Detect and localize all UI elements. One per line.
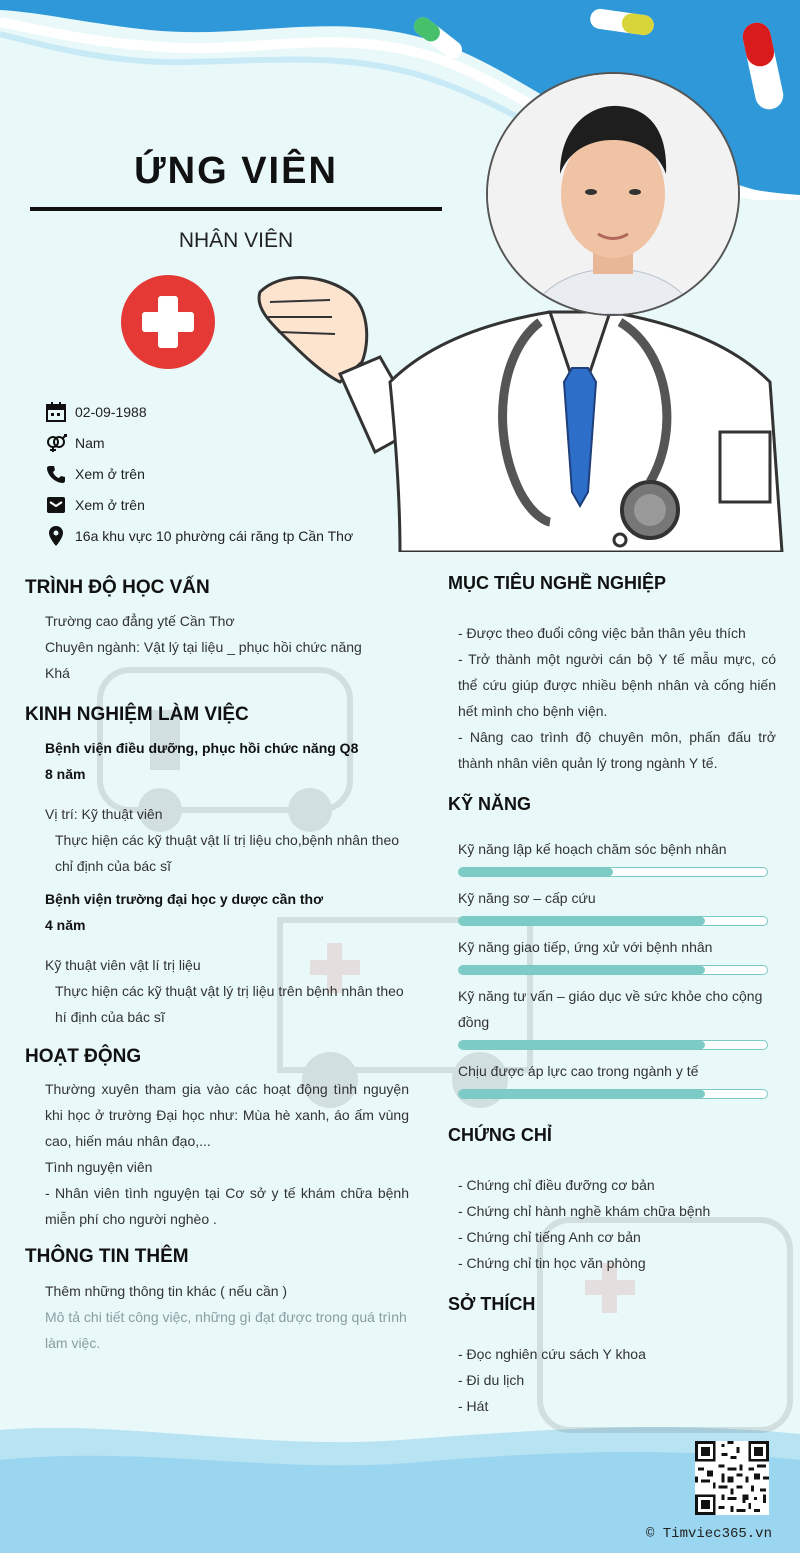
gender-icon: [45, 432, 67, 454]
certificate-item: - Chứng chỉ điều đưỡng cơ bản: [458, 1177, 655, 1193]
skill-bar-fill: [459, 1090, 705, 1098]
qr-code[interactable]: [695, 1441, 769, 1515]
job-company: Bệnh viện trường đại học y dược cần thơ: [45, 891, 324, 907]
job-company: Bệnh viện điều dưỡng, phục hồi chức năng Q8: [45, 740, 359, 756]
skill-bar: [458, 867, 768, 877]
contact-address: [45, 524, 445, 548]
skill-bar-fill: [459, 1041, 705, 1049]
more-info-section: [45, 1278, 409, 1356]
objective-heading: MỤC TIÊU NGHỀ NGHIỆP: [448, 573, 667, 593]
hobbies-heading: SỞ THÍCH: [448, 1294, 536, 1314]
skill-label: Kỹ năng lập kế hoạch chăm sóc bệnh nhân: [458, 841, 727, 857]
medical-cross-icon: [120, 274, 216, 370]
email-icon: [45, 494, 67, 516]
skill-bar: [458, 916, 768, 926]
activities-line: Tình nguyện viên: [45, 1159, 153, 1175]
job-description: Thực hiện các kỹ thuật vật lý trị liệu trên bệnh nhân theo hí định của bác sĩ: [55, 983, 404, 1025]
avatar: [488, 74, 738, 314]
skill-bar: [458, 1089, 768, 1099]
more-info-heading: THÔNG TIN THÊM: [25, 1246, 189, 1267]
contact-birthday: [45, 400, 445, 424]
skill-label: Kỹ năng giao tiếp, ứng xử với bệnh nhân: [458, 939, 713, 955]
page-title: ỨNG VIÊN: [134, 150, 338, 192]
education-heading: TRÌNH ĐỘ HỌC VẤN: [25, 577, 210, 598]
education-section: [45, 608, 415, 686]
skill-item: [458, 983, 768, 1050]
certificate-item: - Chứng chỉ tiếng Anh cơ bản: [458, 1229, 641, 1245]
job-title: NHÂN VIÊN: [178, 229, 294, 252]
profile-photo: [486, 72, 740, 316]
hobbies-list: [458, 1341, 776, 1419]
objective-line: - Trở thành một người cán bộ Y tế mẫu mực, có thể cứu giúp được nhiều bệnh nhân và cống hiến hết mình cho bệnh viện.: [458, 651, 776, 719]
objective-line: - Được theo đuổi công việc bản thân yêu thích: [458, 625, 746, 641]
contact-gender: [45, 431, 445, 455]
hobby-item: - Đọc nghiên cứu sách Y khoa: [458, 1346, 646, 1362]
activities-section: [45, 1076, 409, 1232]
job-duration: 4 năm: [45, 917, 86, 933]
skill-bar-fill: [459, 868, 613, 876]
activities-line: - Nhân viên tình nguyện tại Cơ sở y tế khám chữa bệnh miễn phí cho người nghèo .: [45, 1185, 409, 1227]
hobby-item: - Đi du lịch: [458, 1372, 525, 1388]
skill-item: [458, 836, 768, 877]
phone-value: Xem ở trên: [75, 466, 145, 482]
location-icon: [45, 525, 67, 547]
skill-item: [458, 1058, 768, 1099]
certificate-item: - Chứng chỉ tin học văn phòng: [458, 1255, 646, 1271]
contact-email: [45, 493, 445, 517]
job-position: Vị trí: Kỹ thuật viên: [45, 806, 163, 822]
gender-value: Nam: [75, 435, 105, 451]
skill-label: Kỹ năng tư vấn – giáo dục về sức khỏe cho cộng đồng: [458, 988, 763, 1030]
activities-line: Thường xuyên tham gia vào các hoạt động tình nguyện khi học ở trường Đại học như: Mùa hè xanh, áo ấm vùng cao, hiến máu nhân đạo,...: [45, 1081, 409, 1149]
job-position: Kỹ thuật viên vật lí trị liệu: [45, 957, 201, 973]
more-info-placeholder: Mô tả chi tiết công việc, những gì đạt được trong quá trình làm việc.: [45, 1309, 407, 1351]
skill-label: Kỹ năng sơ – cấp cứu: [458, 890, 596, 906]
education-grade: Khá: [45, 665, 70, 681]
skill-label: Chịu được áp lực cao trong ngành y tế: [458, 1063, 699, 1079]
skill-bar: [458, 965, 768, 975]
title-underline: [30, 207, 442, 211]
job-description: Thực hiện các kỹ thuật vật lí trị liệu cho,bệnh nhân theo chỉ định của bác sĩ: [55, 832, 400, 874]
job-duration: 8 năm: [45, 766, 86, 782]
certificates-heading: CHỨNG CHỈ: [448, 1125, 552, 1145]
certificate-item: - Chứng chỉ hành nghề khám chữa bệnh: [458, 1203, 711, 1219]
birthday-value: 02-09-1988: [75, 404, 147, 420]
skill-item: [458, 885, 768, 926]
skill-bar-fill: [459, 917, 705, 925]
education-school: Trường cao đẳng ytế Cần Thơ: [45, 613, 235, 629]
experience-job-2: [45, 886, 409, 1030]
experience-job-1: [45, 735, 409, 879]
objective-section: [458, 620, 776, 776]
email-value: Xem ở trên: [75, 497, 145, 513]
address-value: 16a khu vực 10 phường cái răng tp Cần Thơ: [75, 528, 354, 544]
activities-heading: HOẠT ĐỘNG: [25, 1046, 142, 1067]
phone-icon: [45, 463, 67, 485]
calendar-icon: [45, 401, 67, 423]
skills-heading: KỸ NĂNG: [448, 794, 532, 814]
skill-item: [458, 934, 768, 975]
education-major: Chuyên ngành: Vật lý tại liệu _ phục hồi chức năng: [45, 639, 362, 655]
contact-phone: [45, 462, 445, 486]
more-info-line: Thêm những thông tin khác ( nếu cần ): [45, 1283, 288, 1299]
hobby-item: - Hát: [458, 1398, 489, 1414]
experience-heading: KINH NGHIỆM LÀM VIỆC: [25, 704, 249, 725]
skill-bar-fill: [459, 966, 705, 974]
objective-line: - Nâng cao trình độ chuyên môn, phấn đấu trở thành nhân viên quản lý trong ngành Y tế.: [458, 729, 776, 771]
skill-bar: [458, 1040, 768, 1050]
certificates-list: [458, 1172, 776, 1276]
copyright-text: © Timviec365.vn: [645, 1526, 772, 1542]
